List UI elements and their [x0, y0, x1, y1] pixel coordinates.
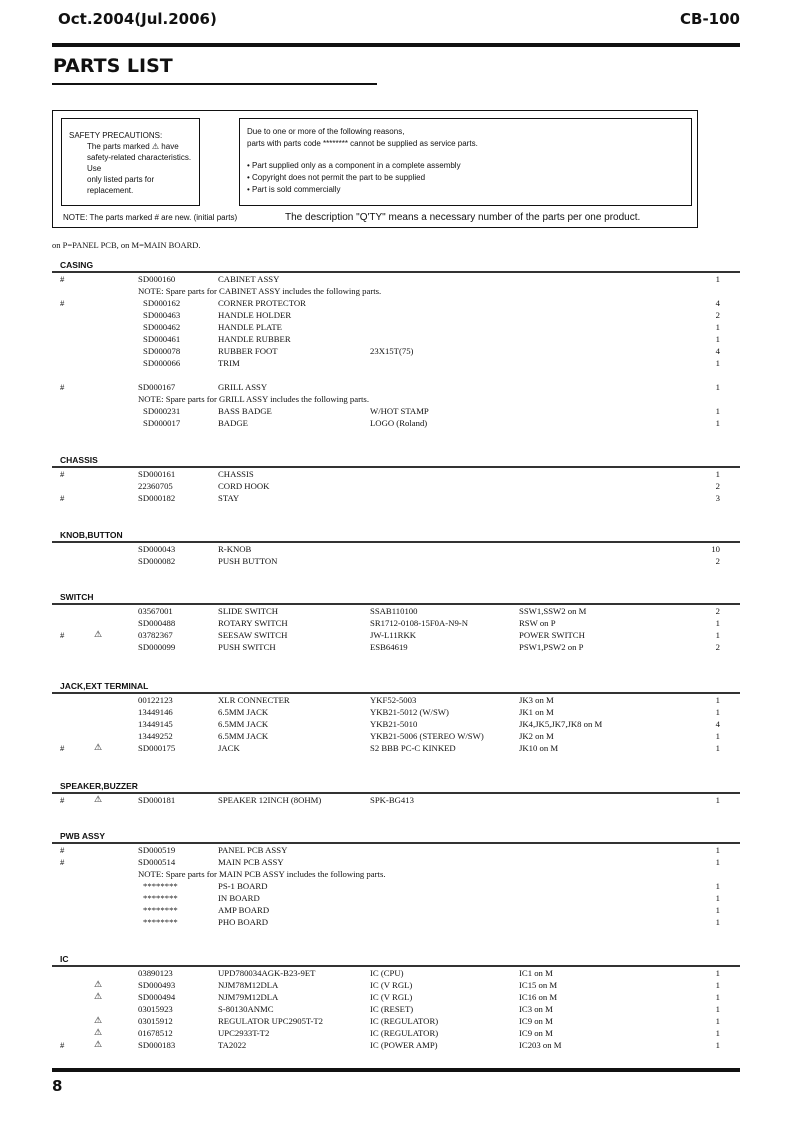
part-code: 03567001 — [138, 605, 173, 616]
table-row — [52, 321, 740, 333]
part-code: SD000182 — [138, 492, 176, 503]
safety-warning-icon: ⚠ — [94, 742, 103, 753]
part-description: STAY — [218, 492, 240, 503]
part-qty: 1 — [715, 381, 720, 392]
part-qty: 1 — [715, 892, 720, 903]
part-spec: JW-L11RKK — [370, 629, 417, 640]
part-location: JK2 on M — [519, 730, 554, 741]
table-row — [52, 892, 740, 904]
part-description: BASS BADGE — [218, 405, 272, 416]
part-code: ******** — [143, 904, 178, 915]
table-row — [52, 694, 740, 706]
part-code: SD000231 — [143, 405, 181, 416]
section-ic — [52, 955, 740, 1051]
part-description: MAIN PCB ASSY — [218, 856, 284, 867]
part-location: IC203 on M — [519, 1039, 562, 1050]
part-description: SPEAKER 12INCH (8OHM) — [218, 794, 322, 805]
table-row — [52, 1027, 740, 1039]
part-description: CHASSIS — [218, 468, 254, 479]
note-row — [52, 393, 740, 405]
part-description: PUSH SWITCH — [218, 641, 276, 652]
part-qty: 1 — [715, 629, 720, 640]
part-spec: YKB21-5012 (W/SW) — [370, 706, 449, 717]
table-row — [52, 916, 740, 928]
part-location: IC9 on M — [519, 1015, 553, 1026]
part-qty: 1 — [715, 844, 720, 855]
part-qty: 2 — [715, 480, 720, 491]
part-description: PUSH BUTTON — [218, 555, 278, 566]
section-jack-ext-terminal — [52, 682, 740, 754]
part-description: 6.5MM JACK — [218, 706, 269, 717]
part-location: JK10 on M — [519, 742, 559, 753]
table-row — [52, 333, 740, 345]
part-description: SLIDE SWITCH — [218, 605, 279, 616]
part-code: 00122123 — [138, 694, 173, 705]
part-qty: 1 — [715, 967, 720, 978]
part-spec: IC (POWER AMP) — [370, 1039, 438, 1050]
model-name: CB-100 — [680, 10, 740, 28]
table-row — [52, 468, 740, 480]
part-location: IC15 on M — [519, 979, 558, 990]
table-row — [52, 543, 740, 555]
part-code: SD000161 — [138, 468, 176, 479]
part-qty: 1 — [715, 856, 720, 867]
section-heading: CHASSIS — [60, 455, 98, 465]
part-spec: 23X15T(75) — [370, 345, 414, 356]
reason-bullet: • Copyright does not permit the part to be supplied — [247, 173, 426, 182]
spare-parts-note: NOTE: Spare parts for MAIN PCB ASSY includes the following parts. — [138, 868, 386, 879]
section-speaker-buzzer — [52, 782, 740, 806]
part-description: XLR CONNECTER — [218, 694, 290, 705]
part-description: PHO BOARD — [218, 916, 268, 927]
part-spec: IC (CPU) — [370, 967, 404, 978]
part-qty: 1 — [715, 357, 720, 368]
part-description: HANDLE RUBBER — [218, 333, 291, 344]
part-qty: 4 — [715, 345, 720, 356]
board-legend: on P=PANEL PCB, on M=MAIN BOARD. — [52, 240, 201, 250]
part-code: SD000167 — [138, 381, 176, 392]
part-code: SD000160 — [138, 273, 176, 284]
part-description: IN BOARD — [218, 892, 260, 903]
part-code: SD000017 — [143, 417, 181, 428]
safety-precautions-box — [61, 118, 200, 206]
table-row — [52, 555, 740, 567]
part-description: PANEL PCB ASSY — [218, 844, 288, 855]
table-row — [52, 967, 740, 979]
safety-warning-icon: ⚠ — [94, 1027, 103, 1038]
reasons-line: Due to one or more of the following reasons, — [247, 127, 405, 136]
header-rule — [52, 43, 740, 47]
safety-warning-icon: ⚠ — [94, 991, 103, 1002]
part-location: IC9 on M — [519, 1027, 553, 1038]
part-code: 03890123 — [138, 967, 173, 978]
part-description: RUBBER FOOT — [218, 345, 278, 356]
part-qty: 1 — [715, 321, 720, 332]
part-code: 13449145 — [138, 718, 173, 729]
part-spec: YKF52-5003 — [370, 694, 417, 705]
part-qty: 1 — [715, 730, 720, 741]
safety-warning-icon: ⚠ — [94, 1015, 103, 1026]
part-location: RSW on P — [519, 617, 556, 628]
part-code: ******** — [143, 916, 178, 927]
part-location: JK4,JK5,JK7,JK8 on M — [519, 718, 603, 729]
table-row — [52, 1003, 740, 1015]
footer-rule — [52, 1068, 740, 1072]
part-qty: 1 — [715, 405, 720, 416]
part-code: SD000461 — [143, 333, 181, 344]
part-qty: 1 — [715, 1015, 720, 1026]
part-location: IC16 on M — [519, 991, 558, 1002]
part-location: JK3 on M — [519, 694, 554, 705]
part-description: AMP BOARD — [218, 904, 270, 915]
part-description: CORD HOOK — [218, 480, 270, 491]
new-part-mark: # — [60, 629, 65, 640]
part-qty: 4 — [715, 297, 720, 308]
part-code: SD000175 — [138, 742, 176, 753]
table-row — [52, 381, 740, 393]
part-code: SD000078 — [143, 345, 181, 356]
spare-parts-note: NOTE: Spare parts for CABINET ASSY includes the following parts. — [138, 285, 382, 296]
safety-warning-icon: ⚠ — [94, 794, 103, 805]
section-casing — [52, 261, 740, 429]
part-code: SD000493 — [138, 979, 176, 990]
part-spec: IC (V RGL) — [370, 991, 413, 1002]
note-row — [52, 868, 740, 880]
new-part-mark: # — [60, 856, 65, 867]
section-chassis — [52, 456, 740, 504]
table-row — [52, 605, 740, 617]
table-row — [52, 273, 740, 285]
part-description: UPD780034AGK-B23-9ET — [218, 967, 316, 978]
table-row — [52, 492, 740, 504]
part-description: NJM78M12DLA — [218, 979, 279, 990]
part-spec: YKB21-5006 (STEREO W/SW) — [370, 730, 484, 741]
table-row — [52, 904, 740, 916]
part-qty: 1 — [715, 742, 720, 753]
safety-warning-icon: ⚠ — [94, 1039, 103, 1050]
part-qty: 1 — [715, 880, 720, 891]
part-spec: LOGO (Roland) — [370, 417, 428, 428]
part-code: 01678512 — [138, 1027, 173, 1038]
part-description: HANDLE HOLDER — [218, 309, 292, 320]
part-qty: 10 — [711, 543, 720, 554]
table-row — [52, 844, 740, 856]
section-heading: PWB ASSY — [60, 831, 106, 841]
page-title: PARTS LIST — [53, 55, 173, 77]
table-row — [52, 480, 740, 492]
revision-date: Oct.2004(Jul.2006) — [58, 10, 217, 28]
part-code: SD000514 — [138, 856, 176, 867]
new-part-mark: # — [60, 742, 65, 753]
table-row — [52, 706, 740, 718]
section-heading: IC — [60, 954, 69, 964]
part-description: REGULATOR UPC2905T-T2 — [218, 1015, 323, 1026]
part-location: IC3 on M — [519, 1003, 553, 1014]
part-code: 03015923 — [138, 1003, 173, 1014]
part-qty: 1 — [715, 706, 720, 717]
part-location: SSW1,SSW2 on M — [519, 605, 587, 616]
part-code: SD000519 — [138, 844, 176, 855]
section-knob-button — [52, 531, 740, 567]
part-code: ******** — [143, 892, 178, 903]
part-code: SD000082 — [138, 555, 176, 566]
part-description: HANDLE PLATE — [218, 321, 282, 332]
new-part-mark: # — [60, 844, 65, 855]
part-qty: 1 — [715, 794, 720, 805]
part-spec: S2 BBB PC-C KINKED — [370, 742, 456, 753]
new-part-mark: # — [60, 273, 65, 284]
table-row — [52, 297, 740, 309]
part-qty: 1 — [715, 1039, 720, 1050]
new-part-mark: # — [60, 381, 65, 392]
part-spec: IC (V RGL) — [370, 979, 413, 990]
table-row — [52, 1039, 740, 1051]
part-code: SD000183 — [138, 1039, 176, 1050]
part-description: TA2022 — [218, 1039, 247, 1050]
table-row — [52, 991, 740, 1003]
title-underline — [52, 83, 377, 85]
table-row — [52, 794, 740, 806]
section-heading: SWITCH — [60, 592, 94, 602]
part-qty: 1 — [715, 333, 720, 344]
table-row — [52, 629, 740, 641]
section-heading: KNOB,BUTTON — [60, 530, 123, 540]
part-qty: 1 — [715, 1003, 720, 1014]
section-pwb-assy — [52, 832, 740, 928]
part-location: PSW1,PSW2 on P — [519, 641, 584, 652]
section-heading: SPEAKER,BUZZER — [60, 781, 138, 791]
part-code: ******** — [143, 880, 178, 891]
part-code: SD000162 — [143, 297, 181, 308]
table-row — [52, 357, 740, 369]
part-spec: SPK-BG413 — [370, 794, 414, 805]
part-spec: SR1712-0108-15F0A-N9-N — [370, 617, 468, 628]
new-part-mark: # — [60, 492, 65, 503]
new-parts-note: NOTE: The parts marked # are new. (initial parts) — [63, 213, 238, 222]
part-qty: 2 — [715, 605, 720, 616]
part-code: SD000099 — [138, 641, 176, 652]
part-qty: 1 — [715, 617, 720, 628]
part-code: 22360705 — [138, 480, 173, 491]
reasons-line: parts with parts code ******** cannot be supplied as service parts. — [247, 139, 478, 148]
table-row — [52, 730, 740, 742]
new-part-mark: # — [60, 468, 65, 479]
part-qty: 2 — [715, 641, 720, 652]
part-code: 03015912 — [138, 1015, 173, 1026]
part-description: CABINET ASSY — [218, 273, 280, 284]
part-qty: 3 — [715, 492, 720, 503]
part-description: CORNER PROTECTOR — [218, 297, 306, 308]
part-code: 03782367 — [138, 629, 173, 640]
table-row — [52, 742, 740, 754]
table-row — [52, 369, 740, 381]
part-code: SD000488 — [138, 617, 176, 628]
part-spec: IC (RESET) — [370, 1003, 414, 1014]
part-code: SD000066 — [143, 357, 181, 368]
table-row — [52, 880, 740, 892]
reason-bullet: • Part supplied only as a component in a complete assembly — [247, 161, 461, 170]
part-code: 13449252 — [138, 730, 173, 741]
table-row — [52, 617, 740, 629]
part-spec: SSAB110100 — [370, 605, 418, 616]
part-description: S-80130ANMC — [218, 1003, 274, 1014]
part-qty: 4 — [715, 718, 720, 729]
part-description: R-KNOB — [218, 543, 252, 554]
part-description: BADGE — [218, 417, 248, 428]
part-description: UPC2933T-T2 — [218, 1027, 270, 1038]
part-code: SD000462 — [143, 321, 181, 332]
qty-note: The description "Q'TY" means a necessary number of the parts per one product. — [285, 212, 641, 223]
part-description: ROTARY SWITCH — [218, 617, 288, 628]
part-description: TRIM — [218, 357, 240, 368]
part-spec: YKB21-5010 — [370, 718, 418, 729]
new-part-mark: # — [60, 297, 65, 308]
part-spec: IC (REGULATOR) — [370, 1027, 439, 1038]
table-row — [52, 979, 740, 991]
table-row — [52, 405, 740, 417]
part-code: SD000181 — [138, 794, 176, 805]
part-description: PS-1 BOARD — [218, 880, 268, 891]
part-code: SD000463 — [143, 309, 181, 320]
part-code: 13449146 — [138, 706, 173, 717]
part-spec: ESB64619 — [370, 641, 408, 652]
spare-parts-note: NOTE: Spare parts for GRILL ASSY includes the following parts. — [138, 393, 369, 404]
table-row — [52, 1015, 740, 1027]
section-heading: CASING — [60, 260, 94, 270]
table-row — [52, 345, 740, 357]
table-row — [52, 417, 740, 429]
part-qty: 1 — [715, 916, 720, 927]
part-qty: 1 — [715, 991, 720, 1002]
part-description: 6.5MM JACK — [218, 730, 269, 741]
part-description: 6.5MM JACK — [218, 718, 269, 729]
part-spec: W/HOT STAMP — [370, 405, 429, 416]
part-description: JACK — [218, 742, 240, 753]
part-qty: 1 — [715, 694, 720, 705]
table-row — [52, 856, 740, 868]
part-location: JK1 on M — [519, 706, 554, 717]
table-row — [52, 718, 740, 730]
safety-line: safety-related characteristics. Use — [87, 153, 192, 173]
notice-box — [52, 110, 698, 228]
safety-warning-icon: ⚠ — [94, 629, 103, 640]
part-qty: 1 — [715, 904, 720, 915]
table-row — [52, 641, 740, 653]
reason-bullet: • Part is sold commercially — [247, 185, 341, 194]
section-heading: JACK,EXT TERMINAL — [60, 681, 149, 691]
part-qty: 1 — [715, 979, 720, 990]
part-qty: 2 — [715, 309, 720, 320]
part-description: GRILL ASSY — [218, 381, 268, 392]
part-qty: 1 — [715, 468, 720, 479]
table-row — [52, 309, 740, 321]
note-row — [52, 285, 740, 297]
part-qty: 1 — [715, 417, 720, 428]
part-qty: 1 — [715, 1027, 720, 1038]
new-part-mark: # — [60, 794, 65, 805]
part-spec: IC (REGULATOR) — [370, 1015, 439, 1026]
part-qty: 1 — [715, 273, 720, 284]
part-qty: 2 — [715, 555, 720, 566]
page-number: 8 — [52, 1077, 63, 1095]
part-description: NJM79M12DLA — [218, 991, 279, 1002]
part-location: POWER SWITCH — [519, 629, 585, 640]
safety-title: SAFETY PRECAUTIONS: — [69, 131, 163, 140]
section-switch — [52, 593, 740, 653]
part-code: SD000494 — [138, 991, 176, 1002]
new-part-mark: # — [60, 1039, 65, 1050]
part-code: SD000043 — [138, 543, 176, 554]
part-location: IC1 on M — [519, 967, 553, 978]
part-description: SEESAW SWITCH — [218, 629, 288, 640]
service-reasons-box — [239, 118, 692, 206]
safety-line: The parts marked ⚠ have — [87, 142, 179, 151]
safety-warning-icon: ⚠ — [94, 979, 103, 990]
safety-line: only listed parts for replacement. — [87, 175, 155, 195]
